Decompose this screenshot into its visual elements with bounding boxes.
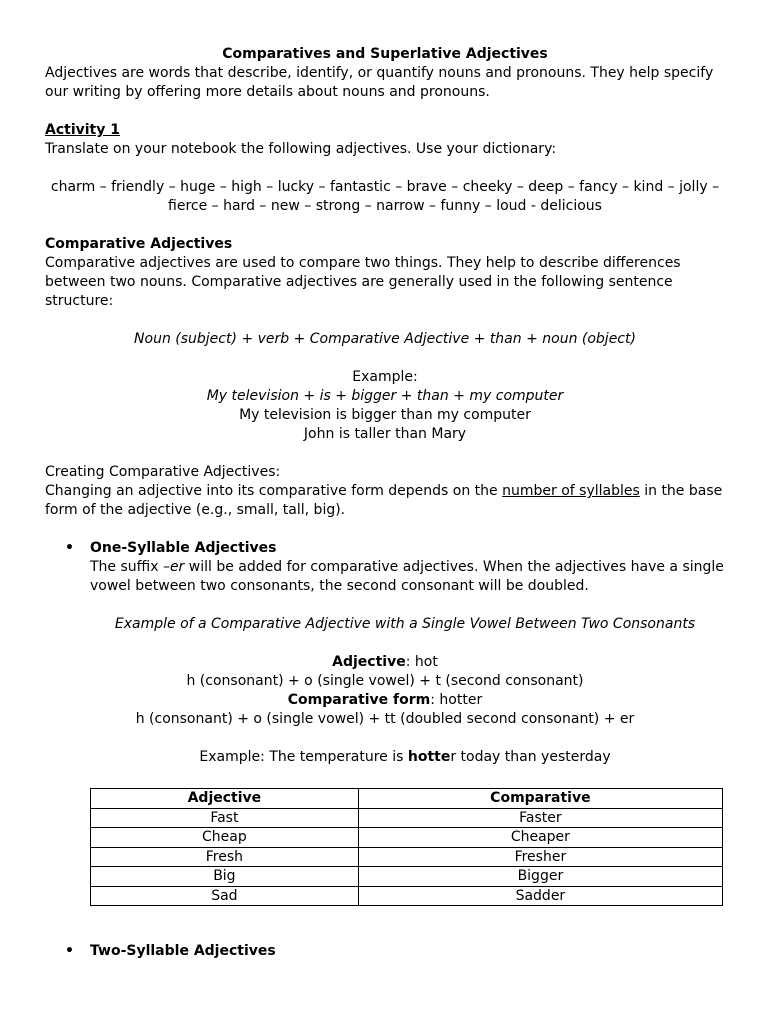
document-page [45, 45, 725, 767]
adjective-value: : hot [405, 654, 438, 670]
bullet-icon: • [65, 943, 74, 959]
example-bold: hotte [407, 749, 451, 765]
creating-heading: Creating Comparative Adjectives: [45, 464, 281, 480]
example-temperature [90, 748, 720, 767]
suffix-text: The suffix [90, 559, 163, 575]
syllables-underlined: number of syllables [502, 483, 640, 499]
table-row [91, 886, 723, 906]
bullet-icon: • [65, 540, 74, 556]
example-sentence: John is taller than Mary [303, 426, 467, 442]
table-row [91, 808, 723, 828]
table-cell: Faster [358, 808, 722, 828]
creating-text: Changing an adjective into its comparative form depends on the [45, 483, 503, 499]
intro-paragraph: Adjectives are words that describe, identify, or quantify nouns and pronouns. They help specify our writing by offering more details about nouns and pronouns. [45, 65, 714, 100]
table-cell: Bigger [358, 867, 722, 887]
table-cell: Fresh [91, 847, 359, 867]
creating-text: in the base form of the adjective (e.g., small, tall, big). [45, 483, 723, 518]
comparative-table [90, 788, 723, 906]
comparative-heading: Comparative Adjectives [45, 236, 233, 252]
header-adjective: Adjective [91, 789, 359, 809]
breakdown-line: h (consonant) + o (single vowel) + tt (doubled second consonant) + er [135, 711, 635, 727]
table-row [91, 828, 723, 848]
example-text: Example: The temperature is [199, 749, 408, 765]
table-row [91, 847, 723, 867]
breakdown-line: h (consonant) + o (single vowel) + t (second consonant) [186, 673, 584, 689]
table-cell: Cheap [91, 828, 359, 848]
activity-heading: Activity 1 [45, 122, 120, 138]
table-cell: Cheaper [358, 828, 722, 848]
example-title: Example of a Comparative Adjective with a Single Vowel Between Two Consonants [114, 616, 696, 632]
example-formula: My television + is + bigger + than + my computer [206, 388, 564, 404]
adjective-label: Adjective [332, 654, 406, 670]
table-cell: Fast [91, 808, 359, 828]
table-row [91, 867, 723, 887]
suffix-er: –er [162, 559, 185, 575]
table-cell: Sadder [358, 886, 722, 906]
header-comparative: Comparative [358, 789, 722, 809]
table-cell: Big [91, 867, 359, 887]
one-syllable-section [45, 539, 725, 596]
two-syllable-heading: Two-Syllable Adjectives [90, 943, 276, 959]
example-label: Example: [352, 369, 418, 385]
comparative-paragraph: Comparative adjectives are used to compare two things. They help to describe differences between two nouns. Comparative adjectives are generally used in the following sentence structure: [45, 255, 681, 309]
word-list-line: charm – friendly – huge – high – lucky – fantastic – brave – cheeky – deep – fancy – kind – jolly – [50, 179, 720, 195]
comparative-label: Comparative form [287, 692, 431, 708]
comparative-line [45, 691, 725, 710]
suffix-text: will be added for comparative adjectives. When the adjectives have a single vowel between two consonants, the second consonant will be doubled. [90, 559, 724, 594]
table-cell: Fresher [358, 847, 722, 867]
table-header-row [91, 789, 723, 809]
one-syllable-heading: One-Syllable Adjectives [90, 540, 277, 556]
sentence-formula: Noun (subject) + verb + Comparative Adjective + than + noun (object) [134, 331, 636, 347]
table-cell: Sad [91, 886, 359, 906]
example-text: r today than yesterday [450, 749, 611, 765]
page-title: Comparatives and Superlative Adjectives [222, 46, 548, 62]
activity-instruction: Translate on your notebook the following adjectives. Use your dictionary: [45, 141, 557, 157]
one-syllable-paragraph [90, 558, 725, 596]
example-sentence: My television is bigger than my computer [239, 407, 531, 423]
word-list-line: fierce – hard – new – strong – narrow – funny – loud - delicious [168, 198, 602, 214]
adjective-word-list [35, 178, 735, 216]
adjective-line [45, 653, 725, 672]
creating-paragraph [45, 482, 725, 520]
two-syllable-section [45, 942, 768, 961]
comparative-value: : hotter [430, 692, 483, 708]
